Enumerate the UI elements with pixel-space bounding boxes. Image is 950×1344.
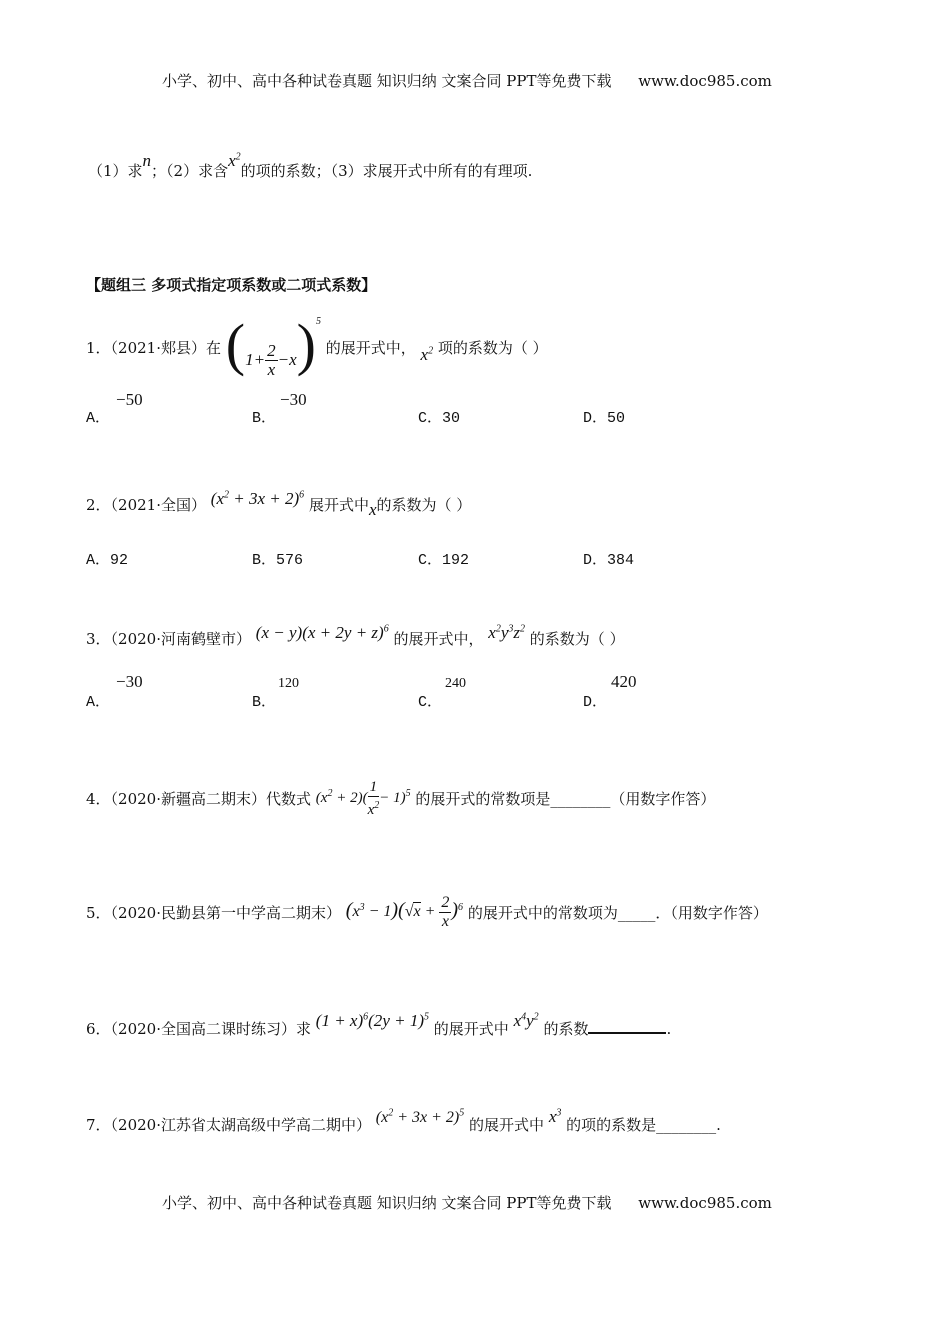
question-7 xyxy=(86,1107,721,1135)
math-x-squared: $x^2$ xyxy=(228,151,241,170)
q3-suffix: 的系数为（ ） xyxy=(529,630,625,648)
q6-end: . xyxy=(666,1020,672,1038)
q4-expression: $(x^2 + 2)$( $\frac{1}{x^2}$ − 1)$^5$ xyxy=(315,779,411,818)
q3-monomial: $x^2y^3z^2$ xyxy=(488,623,526,642)
footer-text: 小学、初中、高中各种试卷真题 知识归纳 文案合同 PPT等免费下载 xyxy=(162,1194,612,1212)
q4-prefix: 4．（2020·新疆高二期末）代数式 xyxy=(86,790,311,808)
intro-part1: （1）求 xyxy=(88,162,143,180)
page-footer xyxy=(162,1192,772,1213)
intro-part2: ；（2）求含 xyxy=(151,162,229,180)
option-value: 92 xyxy=(110,552,129,569)
q3-option-c-value: 240 xyxy=(445,676,466,691)
q7-suffix: 的项的系数是________. xyxy=(566,1116,721,1134)
q1-option-a[interactable] xyxy=(86,406,110,427)
question-1 xyxy=(86,312,548,379)
option-label: D． xyxy=(583,552,608,569)
option-value: 576 xyxy=(276,552,304,569)
q1-mid: 的展开式中， xyxy=(325,338,416,357)
intro-part3: 的项的系数；（3）求展开式中所有的有理项. xyxy=(240,162,533,180)
option-value: 384 xyxy=(607,552,635,569)
option-label: A． xyxy=(86,552,111,569)
q6-monomial: $x^4y^2$ xyxy=(513,1011,539,1030)
q1-x-squared: $x^2$ xyxy=(420,345,434,365)
q5-expression: $(x^3 - 1)(√x$ + $\frac{2}{x}$ )$^6$ xyxy=(345,894,464,930)
q3-option-b-value: 120 xyxy=(278,676,299,691)
intro-line xyxy=(88,151,533,181)
q6-suffix: 的系数 xyxy=(543,1020,589,1038)
q2-suffix: 的系数为（ ） xyxy=(376,496,472,514)
option-label: B． xyxy=(252,410,277,427)
q3-option-d-value: 420 xyxy=(611,672,637,691)
option-value: 192 xyxy=(442,552,470,569)
q6-answer-blank[interactable] xyxy=(588,1020,666,1034)
q1-option-c[interactable] xyxy=(418,406,460,427)
header-text: 小学、初中、高中各种试卷真题 知识归纳 文案合同 PPT等免费下载 xyxy=(162,72,612,90)
q3-option-d[interactable] xyxy=(583,690,607,711)
q2-expression: $(x^2 + 3x + 2)^6$ xyxy=(210,489,305,508)
q2-prefix: 2．（2021·全国） xyxy=(86,496,206,514)
option-value: 30 xyxy=(442,410,461,427)
q2-option-a[interactable] xyxy=(86,548,128,569)
q3-mid: 的展开式中， xyxy=(393,630,484,648)
question-3 xyxy=(86,623,625,649)
page-header xyxy=(162,70,772,91)
q7-expression: $(x^2 + 3x + 2)^5$ xyxy=(375,1107,465,1126)
q1-prefix: 1．（2021·郏县）在 xyxy=(86,338,221,357)
math-n: n xyxy=(142,151,152,170)
q3-option-a[interactable] xyxy=(86,690,110,711)
option-value: 50 xyxy=(607,410,626,427)
question-2 xyxy=(86,489,472,519)
q1-expression: (1+ $\frac{2}{x}$ −x)$^5$ xyxy=(225,312,321,379)
q6-mid: 的展开式中 xyxy=(433,1020,509,1038)
q6-prefix: 6．（2020·全国高二课时练习）求 xyxy=(86,1020,311,1038)
question-4 xyxy=(86,778,715,819)
option-label: C． xyxy=(418,410,443,427)
q5-suffix: 的展开式中的常数项为_____．（用数字作答） xyxy=(467,904,768,922)
option-label: D． xyxy=(583,694,608,711)
footer-site[interactable]: www.doc985.com xyxy=(638,1194,772,1212)
option-label: B． xyxy=(252,694,277,711)
q3-prefix: 3．（2020·河南鹤壁市） xyxy=(86,630,251,648)
q6-expression: $(1 + x)^6(2y + 1)^5$ xyxy=(315,1011,429,1030)
section-title: 【题组三 多项式指定项系数或二项式系数】 xyxy=(86,276,377,294)
option-label: A． xyxy=(86,694,111,711)
q1-option-a-value: −50 xyxy=(116,390,143,409)
q1-option-b-value: −30 xyxy=(280,390,307,409)
q2-var-x: x xyxy=(368,500,377,519)
q3-option-c[interactable] xyxy=(418,690,442,711)
option-label: D． xyxy=(583,410,608,427)
q7-prefix: 7．（2020·江苏省太湖高级中学高二期中） xyxy=(86,1116,371,1134)
option-label: B． xyxy=(252,552,277,569)
q7-x-cubed: $x^3$ xyxy=(548,1107,562,1126)
q3-expression: $(x - y)(x + 2y + z)^6$ xyxy=(255,623,389,642)
header-site[interactable]: www.doc985.com xyxy=(638,72,772,90)
q2-option-c[interactable] xyxy=(418,548,469,569)
q2-option-d[interactable] xyxy=(583,548,634,569)
q1-option-b[interactable] xyxy=(252,406,276,427)
q7-mid: 的展开式中 xyxy=(469,1116,545,1134)
question-6 xyxy=(86,1011,672,1039)
q2-mid: 展开式中 xyxy=(308,496,369,514)
q1-option-d[interactable] xyxy=(583,406,625,427)
option-label: C． xyxy=(418,552,443,569)
q3-option-a-value: −30 xyxy=(116,672,143,691)
q4-suffix: 的展开式的常数项是________（用数字作答） xyxy=(415,790,716,808)
option-label: A． xyxy=(86,410,111,427)
question-5 xyxy=(86,894,768,931)
q1-suffix: 项的系数为（ ） xyxy=(437,338,548,357)
q2-option-b[interactable] xyxy=(252,548,303,569)
q5-prefix: 5．（2020·民勤县第一中学高二期末） xyxy=(86,904,341,922)
q3-option-b[interactable] xyxy=(252,690,276,711)
option-label: C． xyxy=(418,694,443,711)
